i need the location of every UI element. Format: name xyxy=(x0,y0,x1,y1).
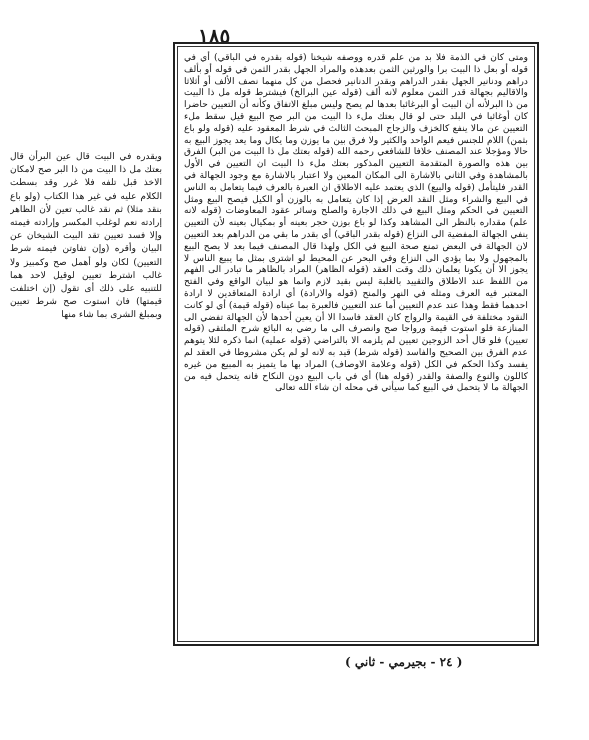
page-number: ١٨٥ xyxy=(198,24,231,48)
main-commentary-text xyxy=(178,47,534,394)
margin-paragraph: ويقدره في البيت قال عين البرأن قال بعتك مل ذا البيت من ذا البر صح لامكان الاخذ قبل تلفه فلا غرر وقد بسطت الكلام عليه في غير هذا الكتاب (ولو باع بنقد مثلا) ثم نقد غالب تعين لأن الظاهر إرادته نعم لوغلب المكسر وإرادته فيمته وإلا فسد تعيين تقد البيت الشيخان عن البيان وأقره (وإن تفاوتن فيمته شرط التعيين) لكان ولو أهمل صح وكمبيز ولا غالب اشترط تعيين لوقيل لاحد هما للتنبيه على ذلك أى تقول (إن اختلفت قيمتها) فان استوت صح شرط تعيين وبمبلغ الشرى بما شاء منها xyxy=(10,151,162,321)
footer-signature: ( ٢٤ - بجيرمي - ثاني ) xyxy=(345,655,463,669)
page-frame-inner xyxy=(177,46,535,642)
margin-text-column xyxy=(10,150,162,570)
commentary-paragraph: ومتى كان في الذمة فلا بد من علم قدره ووصفه شيخنا (قوله بقدره في الباقي) أي في قوله أو بعل ذا البيت برا والورثين الثمن بعدهذه والمراد الجهل بقدر الثمن في قوله أو بألف دراهم ودنانير الجهل بقدر الدراهم وبقدر الدنانير فحصل من كل منهما نصف الألف أو أثلاثا والاقاليم بجهالة قدر الثمن معلوم لانه ألف (قوله عين البرالخ) فيشترط قوله مل ذا البيت من ذا البرلأنه أن البيت أو البرغائبا بعدها لم يصح وليس مبلغ الاتفاق وكأنه أن التعيين حاضرا كان أوغائبا في البلد حتى لو قال بعتك ملء ذا البيت من البر صح البيع قيل سقط ملء التعيين عن مالا ينفع كالخزف والزجاج المبحث الثالث في شرط المعقود عليه (قوله ولو باع بثمن) اللام للجنس فيعم الواحد والكثير ولا فرق بين ما يوزن وما يكال وما يعد يجوز البيع به حالا ومؤجلا عند المصنف خلافا للشافعي رحمه الله (قوله بعتك مل ذا البيت من البر) الفرق بين هذه والصورة المتقدمة التعيين المذكور بعتك ملء ذا البيت ان التعيين في الأول بالمشاهدة وفي الثاني بالاشارة الى المكان المعين ولا اعتبار بالاشارة مع وجود الجهالة في القدر فليتأمل (قوله والبيع) الذي يعتمد عليه الاطلاق ان العبرة بالعرف فيما يتعامل به الناس في البيع والشراء ومثل النقد العرض إذا كان يتعامل به بالوزن أو الكيل فيصح البيع ومثل التعيين في الحكم ومثل البيع في ذلك الاجارة والصلح وسائر عقود المعاوضات (قوله لانه علم) مقداره بالنظر الى المشاهد وكذا لو باع بوزن حجر بعينه أو بمكيال بعينه لأن التعيين ينفي الجهالة المفضية الى النزاع (قوله بقدر الباقي) أي بقدر ما بقي من الدراهم بعد التعيين لان الجهالة في البعض تمنع صحة البيع في الكل ولهذا قال المصنف فيما بعد لا يصح البيع بالمجهول ولا بما يؤدي الى النزاع وفي البحر عن المحيط لو اشترى بمثل ما يبيع الناس لا يجوز الا أن يكونا يعلمان ذلك وقت العقد (قوله الظاهر) المراد بالظاهر ما تبادر الى الفهم من اللفظ عند الاطلاق والتقييد بالغلبة ليس بقيد لازم وانما هو لبيان الواقع وفي الفتح المعتبر فيه العرف ومثله في النهر والمنح (قوله والارادة) أي ارادة المتعاقدين لا ارادة احدهما فقط وهذا عند عدم التعيين أما عند التعيين فالعبرة بما عيناه (قوله قيمة) أي لو كانت النقود مختلفة في القيمة والرواج كان العقد فاسدا الا أن يعين أحدها لأن الجهالة تفضي الى المنازعة فلو استوت قيمة ورواجا صح وانصرف الى ما رضي به البائع شرح الملتقى (قوله تعيين) فلو قال أحد الزوجين تعيين لم يلزمه الا بالتراضي (قوله عمليه) انما ذكره لئلا يتوهم عدم الفرق بين الصحيح والفاسد (قوله شرط) قيد به لانه لو لم يكن مشروطا في العقد لم يفسد وكذا الحكم في الكل (قوله وعلامة الاوصاف) المراد بها ما يتميز به المبيع من غيره كاللون والنوع والصفة والقدر (قوله هنا) أي في باب البيع دون النكاح فانه يتحمل فيه من الجهالة ما لا يتحمل في البيع كما سيأتي في محله ان شاء الله تعالى xyxy=(184,52,528,394)
